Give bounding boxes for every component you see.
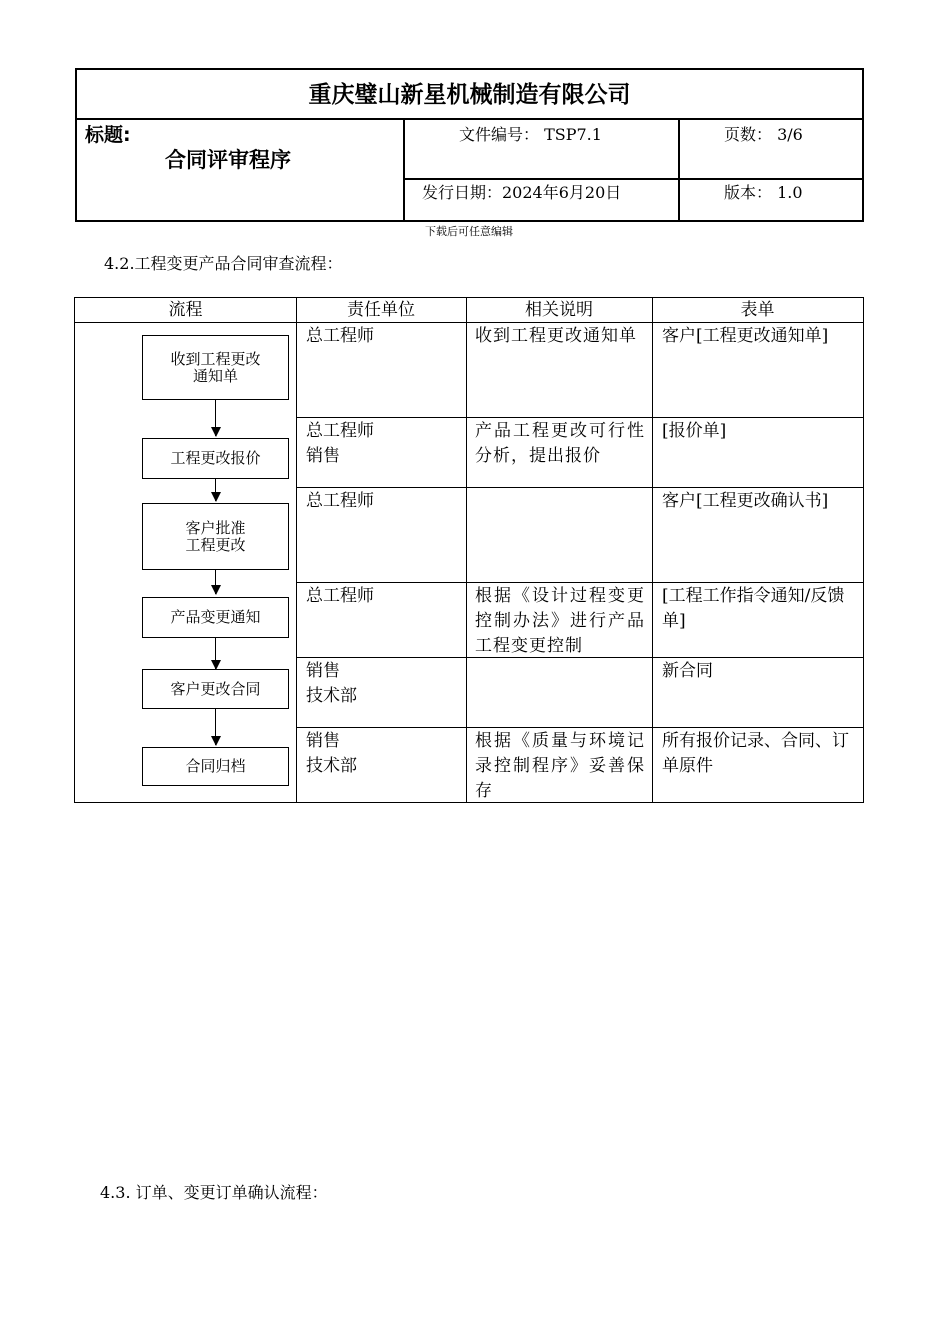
flow-arrow <box>215 479 216 501</box>
section-heading: 4.2.工程变更产品合同审查流程： <box>104 254 343 273</box>
title-label: 标题: <box>85 124 131 146</box>
unit-cell: 总工程师 <box>306 491 374 511</box>
flow-step <box>142 335 289 400</box>
flow-step <box>142 669 289 709</box>
unit-cell: 总工程师 <box>306 586 374 606</box>
description-cell: 根据《设计过程变更控制办法》进行产品工程变更控制 <box>475 586 645 656</box>
flow-step-text: 合同归档 <box>185 757 246 775</box>
flow-arrow <box>215 570 216 594</box>
flow-step-text: 工程更改 <box>185 535 246 554</box>
document-header <box>75 68 864 222</box>
flow-step <box>142 503 289 570</box>
column-header-description: 相关说明 <box>525 300 593 320</box>
process-table <box>74 297 864 803</box>
form-cell: 所有报价记录、合同、订单原件 <box>662 731 849 776</box>
watermark-text: 下载后可任意编辑 <box>425 225 513 238</box>
form-cell: 客户[工程更改通知单] <box>662 326 829 346</box>
document-title: 合同评审程序 <box>165 148 291 172</box>
flow-step-text: 工程更改报价 <box>170 449 261 467</box>
row-divider <box>75 322 863 323</box>
form-cell: 客户[工程更改确认书] <box>662 491 829 511</box>
description-cell: 收到工程更改通知单 <box>475 326 637 346</box>
page-count: 页数： 3/6 <box>724 125 803 144</box>
header-divider <box>403 120 405 222</box>
company-name: 重庆璧山新星机械制造有限公司 <box>77 70 862 120</box>
column-header-form: 表单 <box>740 300 775 320</box>
flow-step-text: 客户批准 <box>185 518 246 537</box>
form-cell: [工程工作指令通知/反馈单] <box>662 586 845 631</box>
unit-cell: 销售 技术部 <box>306 731 357 776</box>
unit-cell: 销售 技术部 <box>306 661 357 706</box>
flow-arrow <box>215 709 216 745</box>
form-cell: [报价单] <box>662 421 727 441</box>
flow-step <box>142 597 289 638</box>
flow-step <box>142 438 289 479</box>
file-number: 文件编号： TSP7.1 <box>459 125 602 144</box>
flow-step-text: 产品变更通知 <box>170 608 261 626</box>
form-cell: 新合同 <box>662 661 713 681</box>
row-divider <box>296 582 863 583</box>
section-heading: 4.3. 订单、变更订单确认流程： <box>100 1183 328 1202</box>
flow-step <box>142 747 289 786</box>
column-header-flow: 流程 <box>168 300 203 320</box>
description-cell: 根据《质量与环境记录控制程序》妥善保存 <box>475 731 645 801</box>
flow-step-text: 收到工程更改 <box>170 349 261 368</box>
flow-arrow <box>215 400 216 436</box>
version: 版本： 1.0 <box>724 183 803 202</box>
row-divider <box>296 727 863 728</box>
issue-date: 发行日期：2024年6月20日 <box>422 183 622 202</box>
row-divider <box>296 417 863 418</box>
unit-cell: 总工程师 销售 <box>306 421 374 466</box>
description-cell: 产品工程更改可行性分析，提出报价 <box>475 421 645 466</box>
flow-arrow <box>215 638 216 669</box>
column-header-unit: 责任单位 <box>347 300 415 320</box>
row-divider <box>296 487 863 488</box>
flow-step-text: 客户更改合同 <box>170 679 261 698</box>
header-divider <box>678 120 680 222</box>
flow-step-text: 通知单 <box>192 366 238 385</box>
unit-cell: 总工程师 <box>306 326 374 346</box>
